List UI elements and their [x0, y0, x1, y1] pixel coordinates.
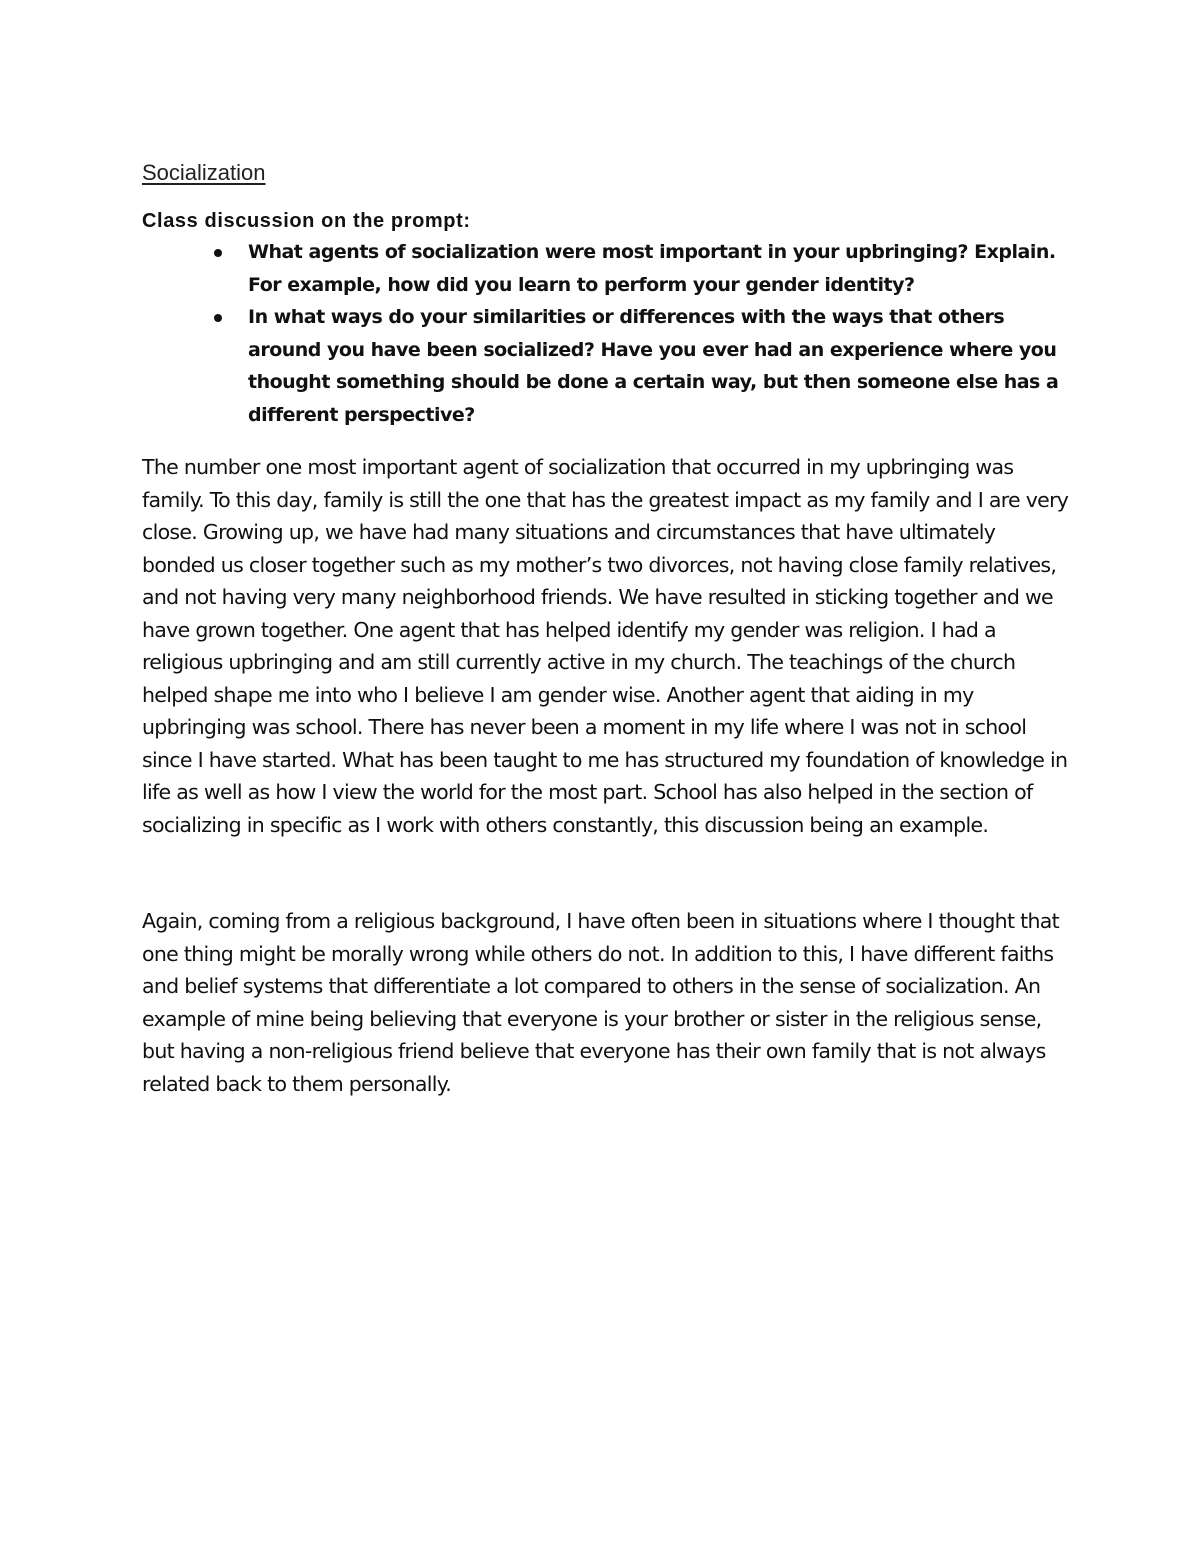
prompt-item — [248, 236, 1078, 301]
response-paragraph-2: Again, coming from a religious background, I have often been in situations where I thought that one thing might be morally wrong while others do not. In addition to this, I have different faiths and belief systems that differentiate a lot compared to others in the sense of socialization. An example of mine being believing that everyone is your brother or sister in the religious sense, but having a non-religious friend believe that everyone has their own family that is not always related back to them personally. — [142, 909, 1059, 1096]
prompt-text: What agents of socialization were most important in your upbringing? Explain. For example, how did you learn to perform your gender identity? — [248, 241, 1056, 296]
bullet-icon — [214, 314, 222, 322]
prompt-item — [248, 301, 1078, 431]
document-content — [142, 158, 1072, 1100]
prompt-text: In what ways do your similarities or differences with the ways that others around you have been socialized? Have you ever had an experience where you thought something should be done a certain way, but then someone else has a different perspective? — [248, 306, 1059, 426]
prompt-heading: Class discussion on the prompt: — [142, 210, 471, 232]
document-title: Socialization — [142, 160, 266, 185]
bullet-icon — [214, 249, 222, 257]
prompt-list — [142, 236, 1078, 431]
response-paragraph-1: The number one most important agent of socialization that occurred in my upbringing was family. To this day, family is still the one that has the greatest impact as my family and I are very close. Growing up, we have had many situations and circumstances that have ultimately bonded us closer together such as my mother’s two divorces, not having close family relatives, and not having very many neighborhood friends. We have resulted in sticking together and we have grown together. One agent that has helped identify my gender was religion. I had a religious upbringing and am still currently active in my church. The teachings of the church helped shape me into who I believe I am gender wise. Another agent that aiding in my upbringing was school. There has never been a moment in my life where I was not in school since I have started. What has been taught to me has structured my foundation of knowledge in life as well as how I view the world for the most part. School has also helped in the section of socializing in specific as I work with others constantly, this discussion being an example. — [142, 455, 1069, 837]
